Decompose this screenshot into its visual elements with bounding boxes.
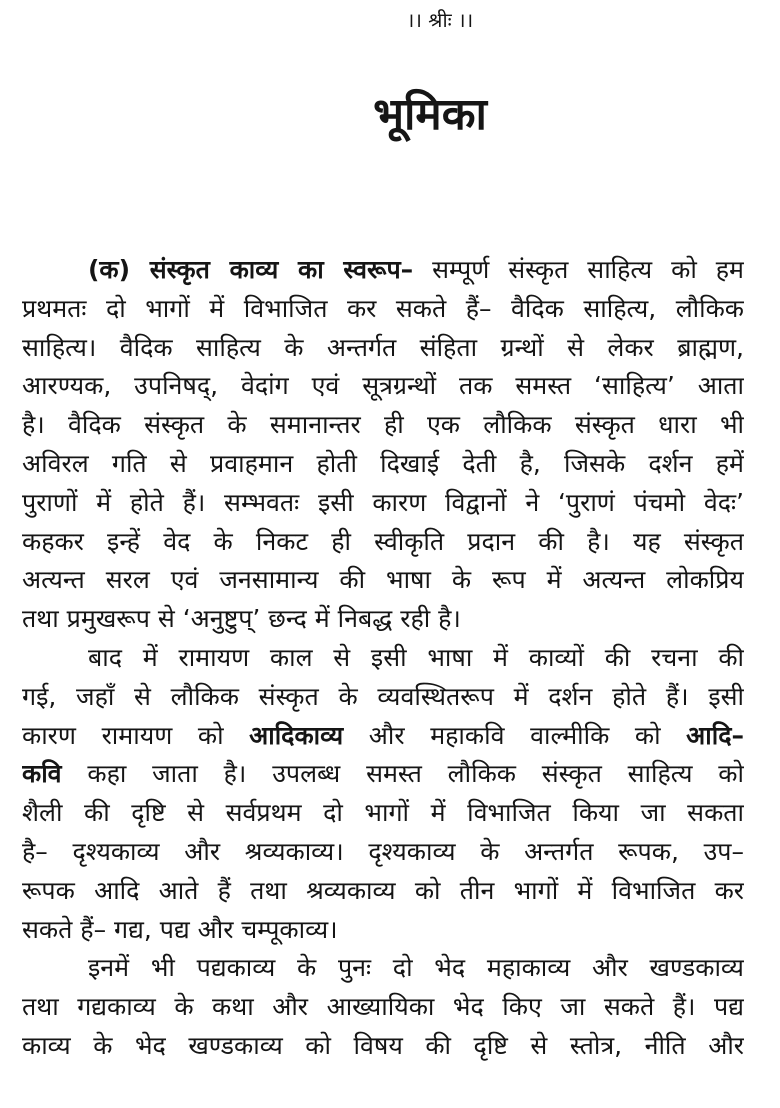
text-line <box>22 406 744 445</box>
text-run: साहित्य। वैदिक साहित्य के अन्तर्गत संहिता ग्रन्थों से लेकर ब्राह्मण, <box>22 332 744 362</box>
text-line <box>22 678 744 717</box>
text-run: काव्य के भेद खण्डकाव्य को विषय की दृष्टि से स्तोत्र, नीति और <box>22 1030 744 1060</box>
text-run: तथा गद्यकाव्य के कथा और आख्यायिका भेद किए जा सकते हैं। पद्य <box>22 992 744 1022</box>
bold-text: आदि– <box>686 720 744 750</box>
text-run: कहा जाता है। उपलब्ध समस्त लौकिक संस्कृत साहित्य को <box>61 759 744 789</box>
text-run: है। वैदिक संस्कृत के समानान्तर ही एक लौकिक संस्कृत धारा भी <box>22 410 744 440</box>
text-line <box>22 367 744 406</box>
text-run: अत्यन्त सरल एवं जनसामान्य की भाषा के रूप में अत्यन्त लोकप्रिय <box>22 565 744 595</box>
text-run: आरण्यक, उपनिषद्, वेदांग एवं सूत्रग्रन्थों तक समस्त ‘साहित्य’ आता <box>22 371 744 401</box>
text-run: बाद में रामायण काल से इसी भाषा में काव्यों की रचना की <box>88 642 744 672</box>
page-title: भूमिका <box>373 89 487 140</box>
text-run: गई, जहाँ से लौकिक संस्कृत के व्यवस्थितरूप में दर्शन होते हैं। इसी <box>22 681 744 711</box>
text-run: कहकर इन्हें वेद के निकट ही स्वीकृति प्रदान की है। यह संस्कृत <box>22 526 744 556</box>
text-line <box>22 290 744 329</box>
text-line <box>22 445 744 484</box>
text-run: है– दृश्यकाव्य और श्रव्यकाव्य। दृश्यकाव्य के अन्तर्गत रूपक, उप– <box>22 836 744 866</box>
text-line <box>22 911 744 950</box>
text-line <box>22 833 744 872</box>
bold-text: आदिकाव्य <box>249 720 344 750</box>
text-run: प्रथमतः दो भागों में विभाजित कर सकते हैं– वैदिक साहित्य, लौकिक <box>22 293 744 323</box>
text-line <box>22 717 744 756</box>
text-run: सकते हैं– गद्य, पद्य और चम्पूकाव्य। <box>22 914 338 944</box>
text-run: तथा प्रमुखरूप से ‘अनुष्टुप्’ छन्द में निबद्ध रही है। <box>22 604 461 634</box>
text-line <box>22 1027 744 1066</box>
text-run: रूपक आदि आते हैं तथा श्रव्यकाव्य को तीन भागों में विभाजित कर <box>22 875 744 905</box>
text-line <box>22 600 744 639</box>
text-line <box>22 988 744 1027</box>
text-line <box>22 329 744 368</box>
page-invocation-header: ।। श्रीः ।। <box>406 8 474 32</box>
text-run: सम्पूर्ण संस्कृत साहित्य को हम <box>413 255 744 284</box>
text-line <box>22 949 744 988</box>
text-run: इनमें भी पद्यकाव्य के पुनः दो भेद महाकाव्य और खण्डकाव्य <box>88 953 744 983</box>
text-run: शैली की दृष्टि से सर्वप्रथम दो भागों में विभाजित किया जा सकता <box>22 798 744 828</box>
text-run: अविरल गति से प्रवाहमान होती दिखाई देती है, जिसके दर्शन हमें <box>22 448 744 478</box>
text-line <box>22 872 744 911</box>
text-run: पुराणों में होते हैं। सम्भवतः इसी कारण विद्वानों ने ‘पुराणं पंचमो वेदः’ <box>22 487 744 517</box>
text-line <box>22 561 744 600</box>
text-line <box>22 639 744 678</box>
text-line <box>22 755 744 794</box>
bold-text: कवि <box>22 759 62 789</box>
text-run: और महाकवि वाल्मीकि को <box>343 720 687 750</box>
text-line <box>22 523 744 562</box>
document-body <box>22 251 744 1066</box>
text-line <box>22 484 744 523</box>
text-line <box>22 251 744 290</box>
bold-text: (क) संस्कृत काव्य का स्वरूप– <box>88 255 414 284</box>
text-line <box>22 794 744 833</box>
text-run: कारण रामायण को <box>22 720 250 750</box>
